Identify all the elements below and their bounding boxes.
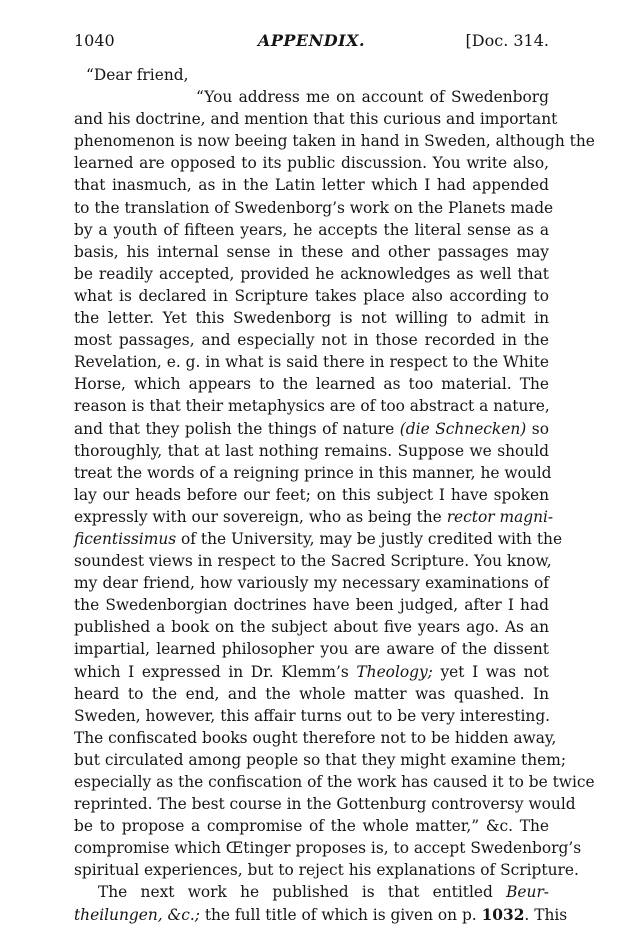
italic-text: rector magni- — [446, 507, 554, 526]
text-line — [74, 373, 549, 395]
text-line — [74, 395, 549, 417]
text-line — [74, 528, 563, 550]
document-reference: [Doc. 314. — [465, 31, 549, 50]
text-run: . This — [524, 905, 568, 924]
text-run: “You address me on account of Swedenborg — [196, 88, 549, 107]
text-line — [74, 86, 549, 108]
text-run: The confiscated books ought therefore not to be hidden away, — [74, 728, 557, 747]
text-run: that inasmuch, as in the Latin letter which I had appended — [74, 176, 549, 195]
bold-text: 1032 — [481, 905, 525, 924]
text-line — [74, 64, 549, 86]
text-line — [74, 351, 549, 373]
text-line — [74, 705, 549, 727]
text-run: my dear friend, how variously my necessary examinations of — [74, 574, 549, 593]
text-line — [74, 638, 549, 660]
text-line — [74, 749, 567, 771]
text-run: phenomenon is now beeing taken in hand in Sweden, although the — [74, 132, 595, 151]
text-run: but circulated among people so that they might examine them; — [74, 750, 567, 769]
text-run: published a book on the subject about five years ago. As an — [74, 618, 549, 637]
text-line — [74, 197, 554, 219]
text-run: be readily accepted, provided he acknowledges as well that — [74, 264, 549, 283]
page-header — [74, 30, 549, 52]
italic-text: theilungen, &c.; — [74, 905, 200, 924]
text-run: yet I was not — [432, 662, 549, 681]
text-line — [74, 683, 549, 705]
text-line — [74, 263, 549, 285]
text-line — [74, 859, 579, 881]
text-run: to the translation of Swedenborg’s work on the Planets made — [74, 198, 554, 217]
text-line — [74, 440, 549, 462]
italic-text: ficentissimus — [74, 529, 177, 548]
text-line — [74, 837, 582, 859]
text-run: learned are opposed to its public discussion. You write also, — [74, 154, 549, 173]
text-run: of the University, may be justly credited with the — [176, 529, 563, 548]
text-run: lay our heads before our feet; on this subject I have spoken — [74, 485, 549, 504]
text-line — [74, 484, 549, 506]
text-run: impartial, learned philosopher you are aware of the dissent — [74, 640, 549, 659]
text-line — [74, 572, 549, 594]
text-run: Revelation, e. g. in what is said there in respect to the White — [74, 353, 549, 372]
text-run: Sweden, however, this affair turns out to be very interesting. — [74, 706, 551, 725]
text-run: the letter. Yet this Swedenborg is not willing to admit in — [74, 309, 549, 328]
text-line — [74, 815, 549, 837]
text-run: treat the words of a reigning prince in this manner, he would — [74, 463, 552, 482]
text-run: and his doctrine, and mention that this curious and important — [74, 110, 558, 129]
text-line — [74, 550, 552, 572]
text-line — [74, 130, 595, 152]
text-run: most passages, and especially not in those recorded in the — [74, 331, 549, 350]
text-line — [74, 152, 549, 174]
text-line — [74, 506, 554, 528]
text-run: by a youth of fifteen years, he accepts the literal sense as a — [74, 220, 549, 239]
text-line — [74, 616, 549, 638]
text-run: the Swedenborgian doctrines have been judged, after I had — [74, 596, 549, 615]
text-line — [74, 329, 549, 351]
text-run: “Dear friend, — [86, 66, 189, 84]
text-run: and that they polish the things of nature — [74, 419, 400, 438]
text-run: be to propose a compromise of the whole matter,” &c. The — [74, 817, 549, 836]
text-run: what is declared in Scripture takes place also according to — [74, 286, 549, 305]
text-run: especially as the confiscation of the work has caused it to be twice — [74, 773, 595, 791]
text-run: soundest views in respect to the Sacred Scripture. You know, — [74, 552, 552, 571]
text-line — [74, 108, 558, 130]
text-run: Horse, which appears to the learned as too material. The — [74, 375, 549, 394]
text-line — [74, 727, 557, 749]
text-run: reason is that their metaphysics are of too abstract a nature, — [74, 397, 550, 416]
text-run: expressly with our sovereign, who as being the — [74, 507, 447, 526]
text-run: The next work he published is that entitled — [98, 883, 507, 902]
italic-text: Theology; — [356, 662, 433, 681]
text-run: thoroughly, that at last nothing remains. Suppose we should — [74, 441, 549, 460]
text-line — [74, 793, 576, 815]
text-line — [74, 594, 549, 616]
text-run: which I expressed in Dr. Klemm’s — [74, 662, 357, 681]
text-run: heard to the end, and the whole matter was quashed. In — [74, 684, 549, 703]
body-text — [74, 64, 595, 926]
text-run: reprinted. The best course in the Gottenburg controversy would — [74, 795, 576, 814]
text-line — [74, 174, 549, 196]
italic-text: (die Schnecken) — [399, 419, 527, 438]
text-run: spiritual experiences, but to reject his explanations of Scripture. — [74, 861, 579, 880]
text-run: basis, his internal sense in these and other passages may — [74, 242, 549, 261]
text-run: the full title of which is given on p. — [199, 905, 482, 924]
text-line — [74, 418, 549, 440]
text-line — [74, 285, 549, 307]
text-run: compromise which Œtinger proposes is, to accept Swedenborg’s — [74, 839, 582, 858]
text-line — [74, 771, 595, 793]
text-line — [74, 241, 549, 263]
text-line — [74, 307, 549, 329]
page-number: 1040 — [74, 31, 115, 50]
italic-text: Beur- — [506, 883, 549, 902]
running-title: APPENDIX. — [257, 31, 366, 50]
text-line — [74, 462, 552, 484]
text-line — [74, 904, 568, 926]
text-line — [74, 881, 549, 903]
text-line — [74, 661, 549, 683]
text-run: so — [526, 419, 549, 438]
text-line — [74, 219, 549, 241]
